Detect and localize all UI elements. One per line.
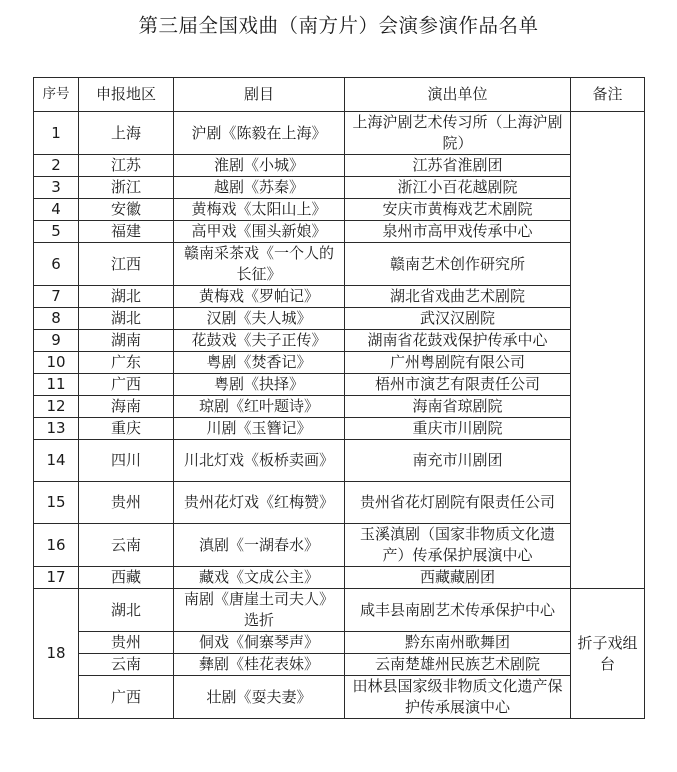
row-play: 赣南采茶戏《一个人的长征》: [174, 243, 345, 286]
row-unit: 赣南艺术创作研究所: [345, 243, 571, 286]
table-row: [34, 654, 645, 676]
row-play: 粤剧《抉择》: [174, 374, 345, 396]
row-region: 安徽: [79, 199, 174, 221]
row-play: 黄梅戏《太阳山上》: [174, 199, 345, 221]
table-row: [34, 243, 645, 286]
table-row: [34, 374, 645, 396]
row-play: 沪剧《陈毅在上海》: [174, 112, 345, 155]
table-row: [34, 221, 645, 243]
row-no: 13: [34, 418, 79, 440]
row-play: 彝剧《桂花表妹》: [174, 654, 345, 676]
row-unit: 海南省琼剧院: [345, 396, 571, 418]
row-no: 1: [34, 112, 79, 155]
row-region: 江西: [79, 243, 174, 286]
row-region: 广东: [79, 352, 174, 374]
table-row: [34, 396, 645, 418]
table-row: [34, 177, 645, 199]
row-unit: 重庆市川剧院: [345, 418, 571, 440]
header-region: 申报地区: [79, 78, 174, 112]
row-no: 16: [34, 524, 79, 567]
row-no: 3: [34, 177, 79, 199]
row-play: 琼剧《红叶题诗》: [174, 396, 345, 418]
row-region: 湖北: [79, 308, 174, 330]
row-unit: 西藏藏剧团: [345, 567, 571, 589]
table-row: [34, 440, 645, 482]
row-play: 滇剧《一湖春水》: [174, 524, 345, 567]
row-no: 17: [34, 567, 79, 589]
row-region: 重庆: [79, 418, 174, 440]
program-table: [33, 77, 645, 719]
group-note: 折子戏组台: [571, 589, 645, 719]
row-region: 云南: [79, 654, 174, 676]
row-unit: 湖南省花鼓戏保护传承中心: [345, 330, 571, 352]
row-play: 贵州花灯戏《红梅赞》: [174, 482, 345, 524]
table-row: [34, 286, 645, 308]
header-no: 序号: [34, 78, 79, 112]
row-region: 广西: [79, 374, 174, 396]
row-region: 西藏: [79, 567, 174, 589]
table-row: [34, 676, 645, 719]
table-row: [34, 482, 645, 524]
row-play: 川剧《玉簪记》: [174, 418, 345, 440]
row-no: 5: [34, 221, 79, 243]
row-play: 壮剧《耍夫妻》: [174, 676, 345, 719]
row-region: 海南: [79, 396, 174, 418]
table-row: [34, 567, 645, 589]
table-row: [34, 632, 645, 654]
row-note: [571, 112, 645, 589]
row-unit: 玉溪滇剧（国家非物质文化遗产）传承保护展演中心: [345, 524, 571, 567]
table-row: [34, 308, 645, 330]
row-region: 浙江: [79, 177, 174, 199]
row-unit: 浙江小百花越剧院: [345, 177, 571, 199]
row-region: 贵州: [79, 482, 174, 524]
row-unit: 湖北省戏曲艺术剧院: [345, 286, 571, 308]
table-body: [34, 112, 645, 719]
row-play: 汉剧《夫人城》: [174, 308, 345, 330]
row-region: 江苏: [79, 155, 174, 177]
row-region: 湖北: [79, 286, 174, 308]
table-row: [34, 155, 645, 177]
row-unit: 贵州省花灯剧院有限责任公司: [345, 482, 571, 524]
row-play: 藏戏《文成公主》: [174, 567, 345, 589]
row-region: 广西: [79, 676, 174, 719]
group-no: 18: [34, 589, 79, 719]
row-play: 黄梅戏《罗帕记》: [174, 286, 345, 308]
row-unit: 广州粤剧院有限公司: [345, 352, 571, 374]
row-no: 2: [34, 155, 79, 177]
row-play: 越剧《苏秦》: [174, 177, 345, 199]
header-play: 剧目: [174, 78, 345, 112]
document-title: 第三届全国戏曲（南方片）会演参演作品名单: [138, 14, 539, 37]
row-unit: 咸丰县南剧艺术传承保护中心: [345, 589, 571, 632]
row-unit: 上海沪剧艺术传习所（上海沪剧院）: [345, 112, 571, 155]
row-unit: 武汉汉剧院: [345, 308, 571, 330]
row-region: 上海: [79, 112, 174, 155]
row-no: 8: [34, 308, 79, 330]
row-no: 10: [34, 352, 79, 374]
row-region: 四川: [79, 440, 174, 482]
row-unit: 江苏省淮剧团: [345, 155, 571, 177]
table-row: [34, 352, 645, 374]
table-row: [34, 418, 645, 440]
table-row: [34, 112, 645, 155]
table-header-row: [34, 78, 645, 112]
row-region: 湖南: [79, 330, 174, 352]
row-play: 粤剧《焚香记》: [174, 352, 345, 374]
table-row: [34, 199, 645, 221]
row-no: 14: [34, 440, 79, 482]
row-region: 福建: [79, 221, 174, 243]
row-unit: 安庆市黄梅戏艺术剧院: [345, 199, 571, 221]
row-no: 4: [34, 199, 79, 221]
row-play: 川北灯戏《板桥卖画》: [174, 440, 345, 482]
row-no: 9: [34, 330, 79, 352]
row-unit: 梧州市演艺有限责任公司: [345, 374, 571, 396]
row-play: 侗戏《侗寨琴声》: [174, 632, 345, 654]
header-note: 备注: [571, 78, 645, 112]
table-row: [34, 524, 645, 567]
row-play: 高甲戏《围头新娘》: [174, 221, 345, 243]
row-no: 11: [34, 374, 79, 396]
row-unit: 云南楚雄州民族艺术剧院: [345, 654, 571, 676]
row-region: 贵州: [79, 632, 174, 654]
row-unit: 黔东南州歌舞团: [345, 632, 571, 654]
row-play: 花鼓戏《夫子正传》: [174, 330, 345, 352]
row-no: 15: [34, 482, 79, 524]
header-unit: 演出单位: [345, 78, 571, 112]
row-unit: 泉州市高甲戏传承中心: [345, 221, 571, 243]
table-row: [34, 589, 645, 632]
row-no: 6: [34, 243, 79, 286]
table-row: [34, 330, 645, 352]
row-region: 湖北: [79, 589, 174, 632]
row-unit: 南充市川剧团: [345, 440, 571, 482]
row-region: 云南: [79, 524, 174, 567]
row-play: 淮剧《小城》: [174, 155, 345, 177]
row-no: 7: [34, 286, 79, 308]
row-play: 南剧《唐崖土司夫人》选折: [174, 589, 345, 632]
row-unit: 田林县国家级非物质文化遗产保护传承展演中心: [345, 676, 571, 719]
row-no: 12: [34, 396, 79, 418]
